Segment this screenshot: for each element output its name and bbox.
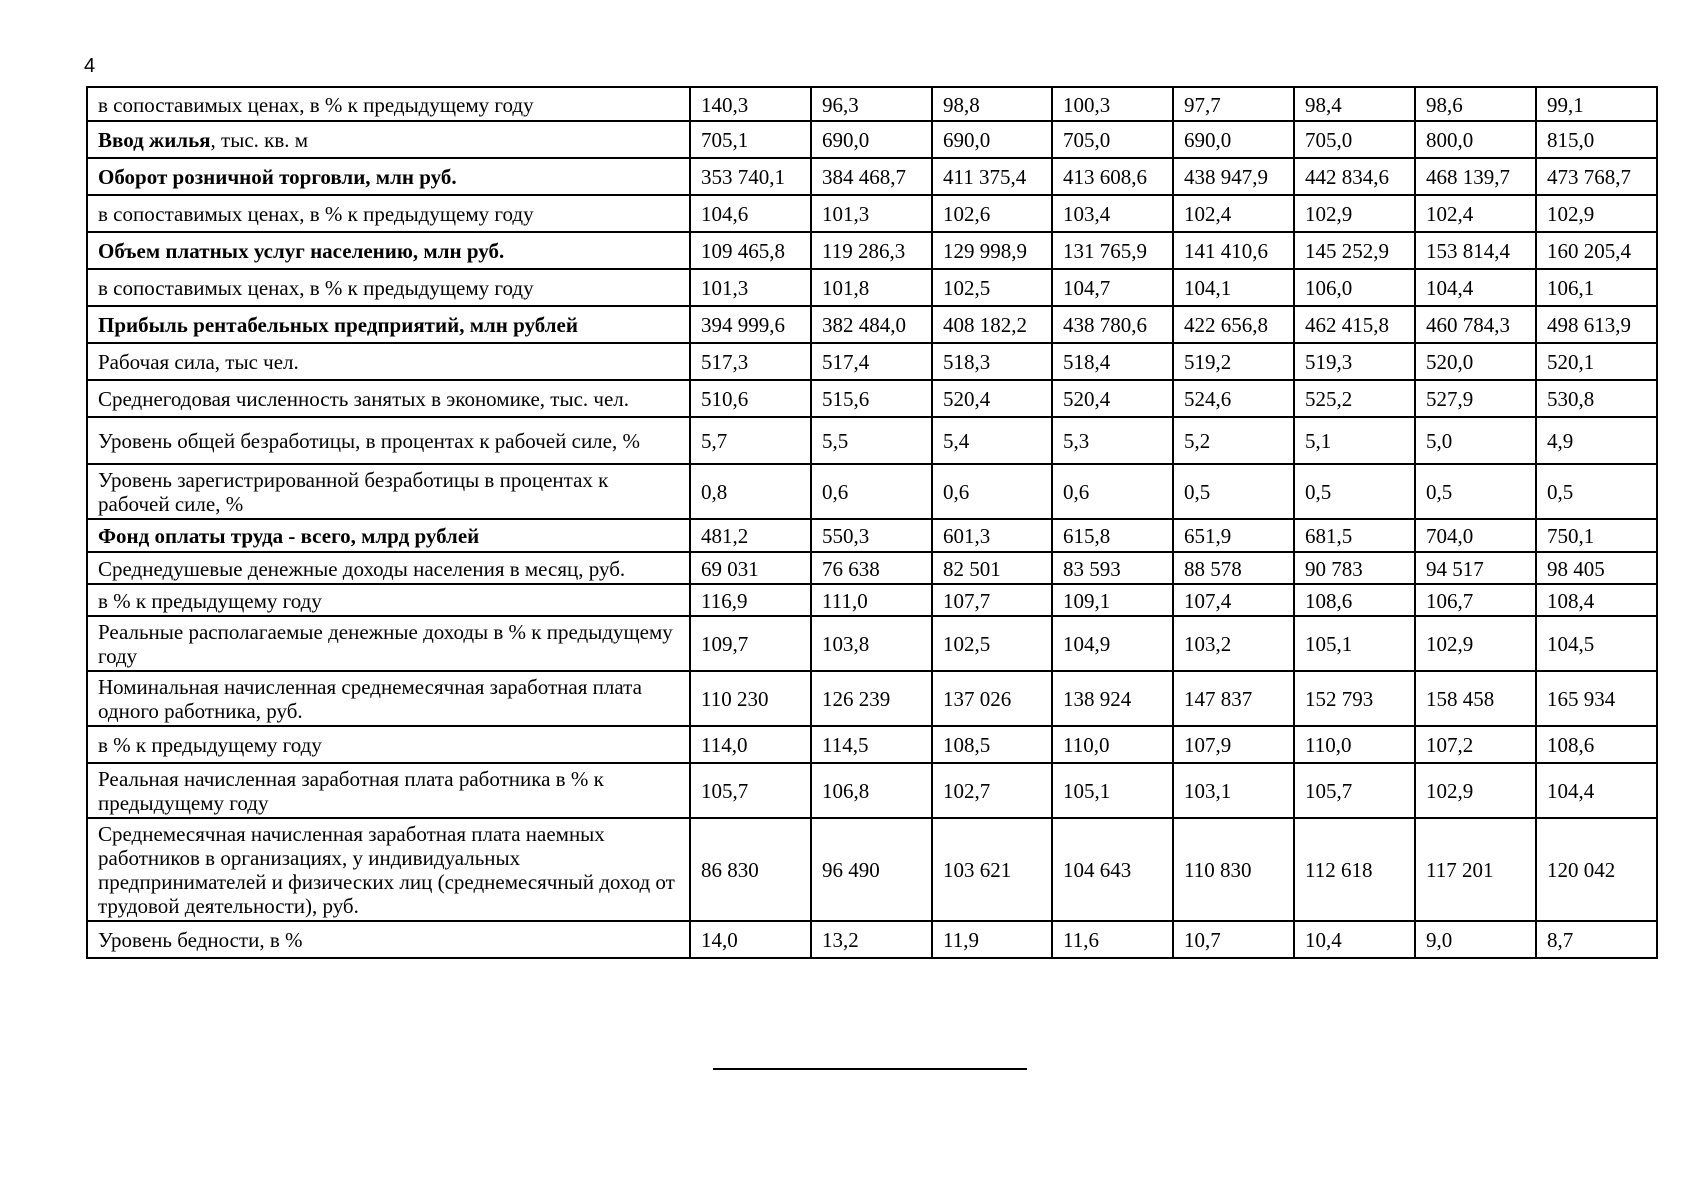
table-cell: 530,8: [1536, 380, 1657, 417]
table-cell: 750,1: [1536, 519, 1657, 552]
table-cell: 5,1: [1294, 417, 1415, 464]
table-cell: 705,0: [1052, 121, 1173, 158]
row-label: Рабочая сила, тыс чел.: [87, 343, 690, 380]
table-cell: 106,0: [1294, 269, 1415, 306]
table-cell: 815,0: [1536, 121, 1657, 158]
table-row: [87, 726, 1657, 763]
table-cell: 116,9: [690, 584, 811, 616]
table-cell: 517,4: [811, 343, 932, 380]
table-cell: 104,9: [1052, 616, 1173, 671]
table-cell: 704,0: [1415, 519, 1536, 552]
table-cell: 8,7: [1536, 921, 1657, 958]
table-cell: 107,2: [1415, 726, 1536, 763]
row-label: [87, 121, 690, 158]
row-label: Фонд оплаты труда - всего, млрд рублей: [87, 519, 690, 552]
table-cell: 104 643: [1052, 818, 1173, 921]
table-cell: 102,5: [932, 616, 1052, 671]
table-cell: 11,9: [932, 921, 1052, 958]
table-cell: 109 465,8: [690, 232, 811, 269]
table-cell: 104,5: [1536, 616, 1657, 671]
table-cell: 110 830: [1173, 818, 1294, 921]
table-cell: 100,3: [1052, 87, 1173, 121]
table-cell: 108,6: [1536, 726, 1657, 763]
table-row: [87, 616, 1657, 671]
table-cell: 108,4: [1536, 584, 1657, 616]
table-cell: 105,1: [1294, 616, 1415, 671]
table-cell: 131 765,9: [1052, 232, 1173, 269]
table-cell: 520,4: [1052, 380, 1173, 417]
table-cell: 384 468,7: [811, 158, 932, 195]
table-cell: 120 042: [1536, 818, 1657, 921]
table-cell: 518,4: [1052, 343, 1173, 380]
row-label: Реальные располагаемые денежные доходы в % к предыдущему году: [87, 616, 690, 671]
table-cell: 681,5: [1294, 519, 1415, 552]
table-cell: 519,3: [1294, 343, 1415, 380]
table-cell: 102,9: [1415, 616, 1536, 671]
table-cell: 705,1: [690, 121, 811, 158]
table-row: [87, 380, 1657, 417]
table-cell: 382 484,0: [811, 306, 932, 343]
table-cell: 102,6: [932, 195, 1052, 232]
table-cell: 165 934: [1536, 671, 1657, 726]
table-cell: 102,4: [1415, 195, 1536, 232]
row-label: Среднемесячная начисленная заработная плата наемных работников в организациях, у индивидуальных предпринимателей и физических лиц (среднемесячный доход от трудовой деятельности), руб.: [87, 818, 690, 921]
table-cell: 103,4: [1052, 195, 1173, 232]
table-cell: 126 239: [811, 671, 932, 726]
table-cell: 10,4: [1294, 921, 1415, 958]
row-label: в % к предыдущему году: [87, 726, 690, 763]
table-cell: 104,1: [1173, 269, 1294, 306]
table-row: [87, 195, 1657, 232]
table-row: [87, 921, 1657, 958]
row-label: в сопоставимых ценах, в % к предыдущему году: [87, 269, 690, 306]
table-cell: 10,7: [1173, 921, 1294, 958]
table-row: [87, 158, 1657, 195]
table-cell: 117 201: [1415, 818, 1536, 921]
table-cell: 111,0: [811, 584, 932, 616]
table-cell: 98,6: [1415, 87, 1536, 121]
table-cell: 96 490: [811, 818, 932, 921]
table-cell: 0,5: [1415, 464, 1536, 519]
table-cell: 76 638: [811, 552, 932, 584]
table-cell: 103 621: [932, 818, 1052, 921]
table-cell: 114,5: [811, 726, 932, 763]
table-cell: 0,5: [1173, 464, 1294, 519]
table-cell: 104,4: [1415, 269, 1536, 306]
table-cell: 510,6: [690, 380, 811, 417]
table-cell: 411 375,4: [932, 158, 1052, 195]
table-cell: 525,2: [1294, 380, 1415, 417]
row-label: в сопоставимых ценах, в % к предыдущему году: [87, 195, 690, 232]
table-cell: 104,7: [1052, 269, 1173, 306]
table-cell: 104,6: [690, 195, 811, 232]
table-row: [87, 417, 1657, 464]
row-label: Среднедушевые денежные доходы населения в месяц, руб.: [87, 552, 690, 584]
table-cell: 94 517: [1415, 552, 1536, 584]
table-cell: 110,0: [1052, 726, 1173, 763]
table-row: [87, 87, 1657, 121]
table-cell: 98,8: [932, 87, 1052, 121]
table-cell: 140,3: [690, 87, 811, 121]
table-cell: 102,5: [932, 269, 1052, 306]
table-cell: 69 031: [690, 552, 811, 584]
row-label-rest-part: , тыс. кв. м: [210, 128, 309, 152]
table-cell: 105,7: [690, 763, 811, 818]
table-cell: 520,0: [1415, 343, 1536, 380]
table-row: [87, 818, 1657, 921]
table-cell: 109,7: [690, 616, 811, 671]
table-cell: 520,1: [1536, 343, 1657, 380]
table-cell: 5,5: [811, 417, 932, 464]
table-cell: 101,8: [811, 269, 932, 306]
table-cell: 515,6: [811, 380, 932, 417]
table-cell: 90 783: [1294, 552, 1415, 584]
table-cell: 83 593: [1052, 552, 1173, 584]
table-cell: 615,8: [1052, 519, 1173, 552]
table-row: [87, 121, 1657, 158]
table-cell: 129 998,9: [932, 232, 1052, 269]
table-cell: 9,0: [1415, 921, 1536, 958]
table-cell: 413 608,6: [1052, 158, 1173, 195]
table-cell: 88 578: [1173, 552, 1294, 584]
table-cell: 107,7: [932, 584, 1052, 616]
table-cell: 5,7: [690, 417, 811, 464]
table-cell: 101,3: [690, 269, 811, 306]
table-cell: 519,2: [1173, 343, 1294, 380]
table-row: [87, 269, 1657, 306]
table-cell: 106,7: [1415, 584, 1536, 616]
table-cell: 106,1: [1536, 269, 1657, 306]
table-cell: 460 784,3: [1415, 306, 1536, 343]
row-label: Реальная начисленная заработная плата работника в % к предыдущему году: [87, 763, 690, 818]
table-cell: 98,4: [1294, 87, 1415, 121]
table-cell: 0,5: [1536, 464, 1657, 519]
table-row: [87, 519, 1657, 552]
table-cell: 109,1: [1052, 584, 1173, 616]
table-cell: 0,8: [690, 464, 811, 519]
table-cell: 4,9: [1536, 417, 1657, 464]
table-cell: 690,0: [932, 121, 1052, 158]
table-cell: 110,0: [1294, 726, 1415, 763]
table-row: [87, 343, 1657, 380]
table-cell: 97,7: [1173, 87, 1294, 121]
table-cell: 102,7: [932, 763, 1052, 818]
table-cell: 105,7: [1294, 763, 1415, 818]
table-cell: 0,5: [1294, 464, 1415, 519]
row-label: Уровень бедности, в %: [87, 921, 690, 958]
table-cell: 108,6: [1294, 584, 1415, 616]
table-body: [87, 87, 1657, 958]
row-label: в сопоставимых ценах, в % к предыдущему году: [87, 87, 690, 121]
table-cell: 690,0: [1173, 121, 1294, 158]
table-cell: 11,6: [1052, 921, 1173, 958]
table-cell: 705,0: [1294, 121, 1415, 158]
row-label: Уровень зарегистрированной безработицы в процентах к рабочей силе, %: [87, 464, 690, 519]
row-label: Объем платных услуг населению, млн руб.: [87, 232, 690, 269]
row-label: Среднегодовая численность занятых в экономике, тыс. чел.: [87, 380, 690, 417]
table-cell: 468 139,7: [1415, 158, 1536, 195]
table-cell: 102,9: [1415, 763, 1536, 818]
row-label: в % к предыдущему году: [87, 584, 690, 616]
table-cell: 5,2: [1173, 417, 1294, 464]
table-cell: 353 740,1: [690, 158, 811, 195]
table-cell: 108,5: [932, 726, 1052, 763]
table-cell: 462 415,8: [1294, 306, 1415, 343]
table-cell: 442 834,6: [1294, 158, 1415, 195]
table-cell: 438 780,6: [1052, 306, 1173, 343]
table-cell: 82 501: [932, 552, 1052, 584]
row-label: Прибыль рентабельных предприятий, млн рублей: [87, 306, 690, 343]
table-cell: 137 026: [932, 671, 1052, 726]
row-label: Оборот розничной торговли, млн руб.: [87, 158, 690, 195]
table-cell: 98 405: [1536, 552, 1657, 584]
table-cell: 99,1: [1536, 87, 1657, 121]
table-row: [87, 232, 1657, 269]
table-cell: 690,0: [811, 121, 932, 158]
table-cell: 518,3: [932, 343, 1052, 380]
table-cell: 103,8: [811, 616, 932, 671]
table-cell: 107,9: [1173, 726, 1294, 763]
table-cell: 110 230: [690, 671, 811, 726]
table-cell: 160 205,4: [1536, 232, 1657, 269]
table-cell: 13,2: [811, 921, 932, 958]
table-cell: 101,3: [811, 195, 932, 232]
table-cell: 102,9: [1294, 195, 1415, 232]
table-cell: 394 999,6: [690, 306, 811, 343]
table-row: [87, 763, 1657, 818]
table-cell: 147 837: [1173, 671, 1294, 726]
row-label: Уровень общей безработицы, в процентах к рабочей силе, %: [87, 417, 690, 464]
table-cell: 520,4: [932, 380, 1052, 417]
table-cell: 0,6: [932, 464, 1052, 519]
table-cell: 800,0: [1415, 121, 1536, 158]
table-cell: 5,0: [1415, 417, 1536, 464]
closing-rule: [713, 1068, 1027, 1070]
table-row: [87, 306, 1657, 343]
table-cell: 105,1: [1052, 763, 1173, 818]
table-cell: 498 613,9: [1536, 306, 1657, 343]
table-cell: 119 286,3: [811, 232, 932, 269]
table-cell: 158 458: [1415, 671, 1536, 726]
table-row: [87, 552, 1657, 584]
table-cell: 5,3: [1052, 417, 1173, 464]
table-cell: 96,3: [811, 87, 932, 121]
table-cell: 152 793: [1294, 671, 1415, 726]
row-label: Номинальная начисленная среднемесячная заработная плата одного работника, руб.: [87, 671, 690, 726]
table-cell: 141 410,6: [1173, 232, 1294, 269]
table-cell: 102,9: [1536, 195, 1657, 232]
table-cell: 651,9: [1173, 519, 1294, 552]
row-label-bold-part: Ввод жилья: [98, 128, 211, 152]
table-cell: 422 656,8: [1173, 306, 1294, 343]
page-number: 4: [84, 55, 96, 77]
table-cell: 0,6: [811, 464, 932, 519]
table-cell: 5,4: [932, 417, 1052, 464]
table-cell: 103,1: [1173, 763, 1294, 818]
table-cell: 106,8: [811, 763, 932, 818]
table-row: [87, 464, 1657, 519]
data-table-container: [86, 86, 1658, 959]
table-cell: 107,4: [1173, 584, 1294, 616]
table-cell: 527,9: [1415, 380, 1536, 417]
table-row: [87, 671, 1657, 726]
table-cell: 438 947,9: [1173, 158, 1294, 195]
table-cell: 112 618: [1294, 818, 1415, 921]
table-cell: 550,3: [811, 519, 932, 552]
table-row: [87, 584, 1657, 616]
table-cell: 114,0: [690, 726, 811, 763]
table-cell: 0,6: [1052, 464, 1173, 519]
table-cell: 524,6: [1173, 380, 1294, 417]
table-cell: 481,2: [690, 519, 811, 552]
table-cell: 145 252,9: [1294, 232, 1415, 269]
table-cell: 517,3: [690, 343, 811, 380]
data-table: [86, 86, 1658, 959]
table-cell: 473 768,7: [1536, 158, 1657, 195]
table-cell: 408 182,2: [932, 306, 1052, 343]
table-cell: 153 814,4: [1415, 232, 1536, 269]
table-cell: 86 830: [690, 818, 811, 921]
table-cell: 601,3: [932, 519, 1052, 552]
table-cell: 102,4: [1173, 195, 1294, 232]
table-cell: 14,0: [690, 921, 811, 958]
table-cell: 103,2: [1173, 616, 1294, 671]
table-cell: 138 924: [1052, 671, 1173, 726]
table-cell: 104,4: [1536, 763, 1657, 818]
